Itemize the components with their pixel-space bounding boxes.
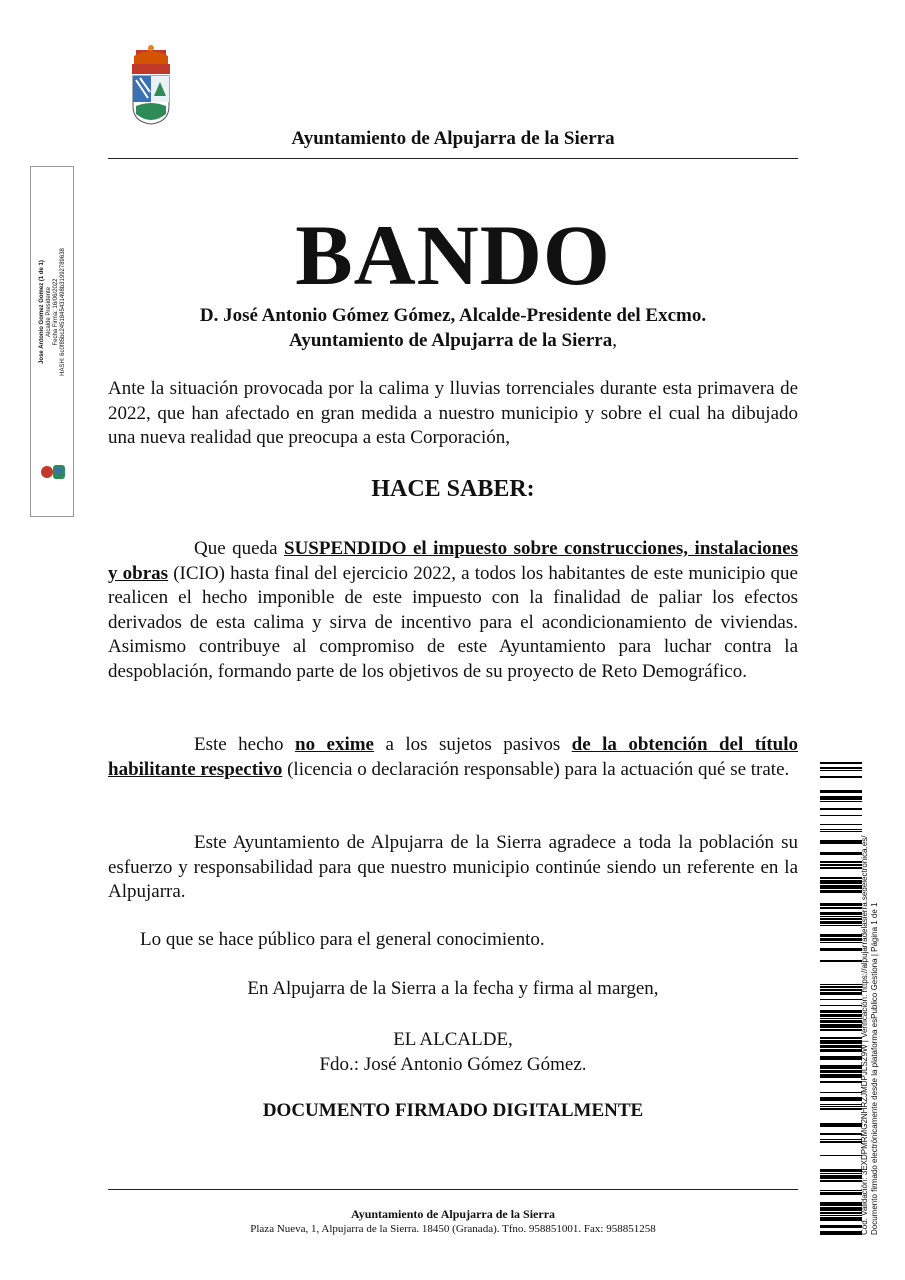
date-line: Fecha Firma: 16/06/2022 [53,278,59,346]
p2-text-c: a los sujetos pasivos [374,734,572,755]
validation-line-2: Documento firmado electrónicamente desde la plataforma esPublico Gestiona | Página 1 de 1 [870,902,879,1235]
validation-barcode [820,762,862,1236]
signer-name: Fdo.: José Antonio Gómez Gómez. [319,1054,587,1075]
role-line: Alcalde Presidente [46,286,52,338]
header-divider [108,158,798,159]
issuer-line-2-text: Ayuntamiento de Alpujarra de la Sierra [289,330,613,351]
issuer-block [108,303,798,353]
p2-text-a: Este hecho [194,734,295,755]
p1-text-c: (ICIO) hasta final del ejercicio 2022, a todos los habitantes de este municipio que realicen el hecho imponible de este impuesto con la finalidad de paliar los efectos derivados de esta calima y sirva de incentivo para el acondicionamiento de viviendas. Asimismo contribuye al compromiso de este Ayuntamiento para luchar contra la despoblación, formando parte de los objetivos de su proyecto de Reto Demográfico. [108,562,798,682]
paragraph-thanks: Este Ayuntamiento de Alpujarra de la Sierra agradece a toda la población su esfuerzo y responsabilidad para que nuestro municipio continúe siendo un referente en la Alpujarra. [108,832,798,902]
signature-margin-box [30,166,74,517]
issuer-line-2 [108,328,798,353]
signature-stamp-icon [39,461,67,483]
signer-title: EL ALCALDE, [393,1029,513,1050]
signature-block [108,1027,798,1077]
paragraph-no-exime [108,733,798,782]
validation-line-1: Cód. Validación: 3EXDPMRMG2NHRZJMDPJLSZ9W | Verificación: https://alpujarradelasierra.sedelectronica.es/ [860,835,869,1235]
header-title: Ayuntamiento de Alpujarra de la Sierra [291,128,615,149]
paragraph-suspension [108,537,798,684]
p1-emphasis: SUSPENDIDO el impuesto sobre construcciones, instalaciones y obras [108,538,798,584]
place-date-line: En Alpujarra de la Sierra a la fecha y firma al margen, [247,978,659,999]
footer-title: Ayuntamiento de Alpujarra de la Sierra [350,1207,556,1221]
p2-text-e: (licencia o declaración responsable) para la actuación qué se trate. [282,758,790,780]
footer-divider [108,1189,798,1190]
hash-line: HASH: 6c0f85bc2451845431498b31992789638 [60,248,66,376]
municipal-crest-logo [128,44,174,126]
intro-paragraph: Ante la situación provocada por la calima y lluvias torrenciales durante esta primavera de 2022, que han afectado en gran medida a nuestro municipio y sobre el cual ha dibujado una nueva realidad que preocupa a esta Corporación, [108,378,798,448]
p1-text-a: Que queda [194,538,285,559]
digitally-signed-notice: DOCUMENTO FIRMADO DIGITALMENTE [262,1100,644,1121]
footer-address: Plaza Nueva, 1, Alpujarra de la Sierra. 18450 (Granada). Tfno. 958851001. Fax: 958851258 [250,1223,656,1235]
issuer-line-1: D. José Antonio Gómez Gómez, Alcalde-Presidente del Excmo. [199,305,707,326]
p2-emphasis-1: no exime [295,734,374,755]
issuer-suffix: , [612,330,617,351]
p2-emphasis-2: de la obtención del título habilitante respectivo [108,734,799,780]
public-notice-line: Lo que se hace público para el general conocimiento. [140,929,545,950]
signer-line: Jose Antonio Gomez Gomez (1 de 1) [39,260,45,364]
document-heading: BANDO [295,207,611,303]
hace-saber-heading: HACE SABER: [371,476,535,502]
